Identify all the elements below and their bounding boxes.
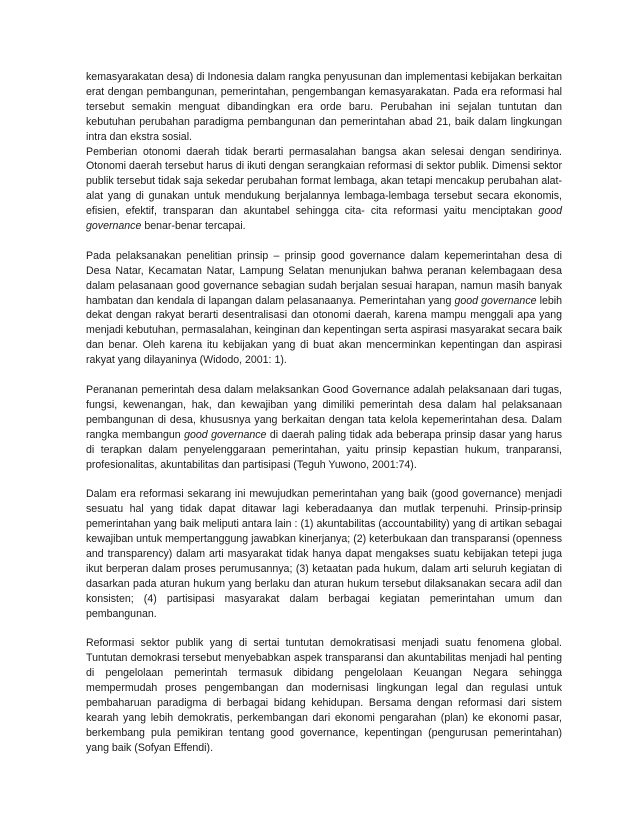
text-segment: di daerah paling tidak ada beberapa prinsip dasar yang harus di terapkan dalam penyelenggaraan pemerintahan, yaitu prinsip kepastian hukum, tranparansi, profesionalitas, akuntabilitas dan partisipasi (Teguh Yuwono, 2001:74). [86, 428, 562, 471]
paragraph-2 [86, 145, 562, 234]
text-segment: Pada pelaksanakan penelitian prinsip – prinsip good governance dalam kepemerintahan desa di Desa Natar, Kecamatan Natar, Lampung Selatan menunjukan bahwa peranan kelembagaan desa dalam pelasanaan good governance sebagian sudah berjalan sesuai harapan, namun masih banyak hambatan dan kendala di lapangan dalam pelasanaanya. Pemerintahan yang [86, 249, 562, 307]
text-segment: kemasyarakatan desa) di Indonesia dalam rangka penyusunan dan implementasi kebijakan berkaitan erat dengan pembangunan, pemerintahan, pengembangan kemasyarakatan. Pada era reformasi hal tersebut semakin menguat dibandingkan era orde baru. Perubahan ini sejalan tuntutan dan kebutuhan perubahan paradigma pembangunan dan pemerintahan abad 21, baik dalam lingkungan intra dan ekstra sosial. [86, 71, 562, 143]
paragraph-4 [86, 383, 562, 472]
text-segment: Perananan pemerintah desa dalam melaksankan Good Governance adalah pelaksanaan dari tugas, fungsi, kewenangan, hak, dan kewajiban yang dimiliki pemerintah desa dalam hal pelaksanaan pembangunan di desa, khususnya yang berkaitan dengan tata kelola kepemerintahan desa. Dalam rangka membangun [86, 384, 562, 441]
text-segment: Dalam era reformasi sekarang ini mewujudkan pemerintahan yang baik (good governance) menjadi sesuatu hal yang tidak dapat ditawar lagi keberadaanya dan mutlak terpenuhi. Prinsip-prinsip pemerintahan yang baik meliputi antara lain : (1) akuntabilitas (accountability) yang di artikan sebagai kewajiban untuk mempertanggung jawabkan kinerjanya; (2) keterbukaan dan transparansi (openness and transparency) dalam arti masyarakat tidak hanya dapat mengakses suatu kebijakan tetepi juga ikut berperan dalam proses perumusannya; (3) ketaatan pada hukum, dalam arti seluruh kegiatan di dasarkan pada aturan hukum yang berlaku dan aturan hukum tersebut dilaksanakan secara adil dan konsisten; (4) partisipasi masyarakat dalam berbagai kegiatan pemerintahan umum dan pembangunan. [86, 488, 562, 620]
text-segment: lebih dekat dengan rakyat berarti desentralisasi dan otonomi daerah, karena mampu menggali apa yang menjadi kebutuhan, permasalahan, keinginan dan kepentingan serta aspirasi masyarakat secara baik dan benar. Oleh karena itu kebijakan yang di buat akan mencerminkan kepentingan dan aspirasi rakyat yang dilayaninya (Widodo, 2001: 1). [86, 294, 563, 367]
paragraph-5 [86, 487, 562, 621]
paragraph-6 [86, 636, 562, 755]
italic-term: good governance [454, 294, 537, 307]
text-segment: Pemberian otonomi daerah tidak berarti permasalahan bangsa akan selesai dengan sendirinya. Otonomi daerah tersebut harus di ikuti dengan serangkaian reformasi di sektor publik. Dimensi sektor publik tersebut tidak saja sekedar perubahan format lembaga, akan tetapi mencakup perubahan alat-alat yang di gunakan untuk mendukung berjalannya lembaga-lembaga tersebut secara ekonomis, efisien, efektif, transparan dan akuntabel sehingga cita- cita reformasi yaitu menciptakan [86, 145, 562, 218]
paragraph-1 [86, 70, 562, 145]
italic-term: good governance [86, 205, 562, 233]
paragraph-3 [86, 249, 562, 368]
document-page [86, 70, 562, 756]
text-segment: benar-benar tercapai. [141, 220, 246, 233]
text-segment: Reformasi sektor publik yang di sertai tuntutan demokratisasi menjadi suatu fenomena global. Tuntutan demokrasi tersebut menyebabkan aspek transparansi dan akuntabilitas menjadi hal penting di pengelolaan pemerintah termasuk dibidang pengelolaan Keuangan Negara sehingga mempermudah proses pengembangan dan modernisasi lingkungan legal dan regulasi untuk pembaharuan paradigma di berbagai bidang kehidupan. Bersama dengan reformasi dari sistem kearah yang lebih demokratis, perkembangan dari ekonomi pengarahan (plan) ke ekonomi pasar, berkembang pula pemikiran tentang good governance, kepentingan (pengurusan pemerintahan) yang baik (Sofyan Effendi). [86, 637, 562, 754]
document-body [86, 70, 562, 756]
italic-term: good governance [184, 428, 267, 441]
